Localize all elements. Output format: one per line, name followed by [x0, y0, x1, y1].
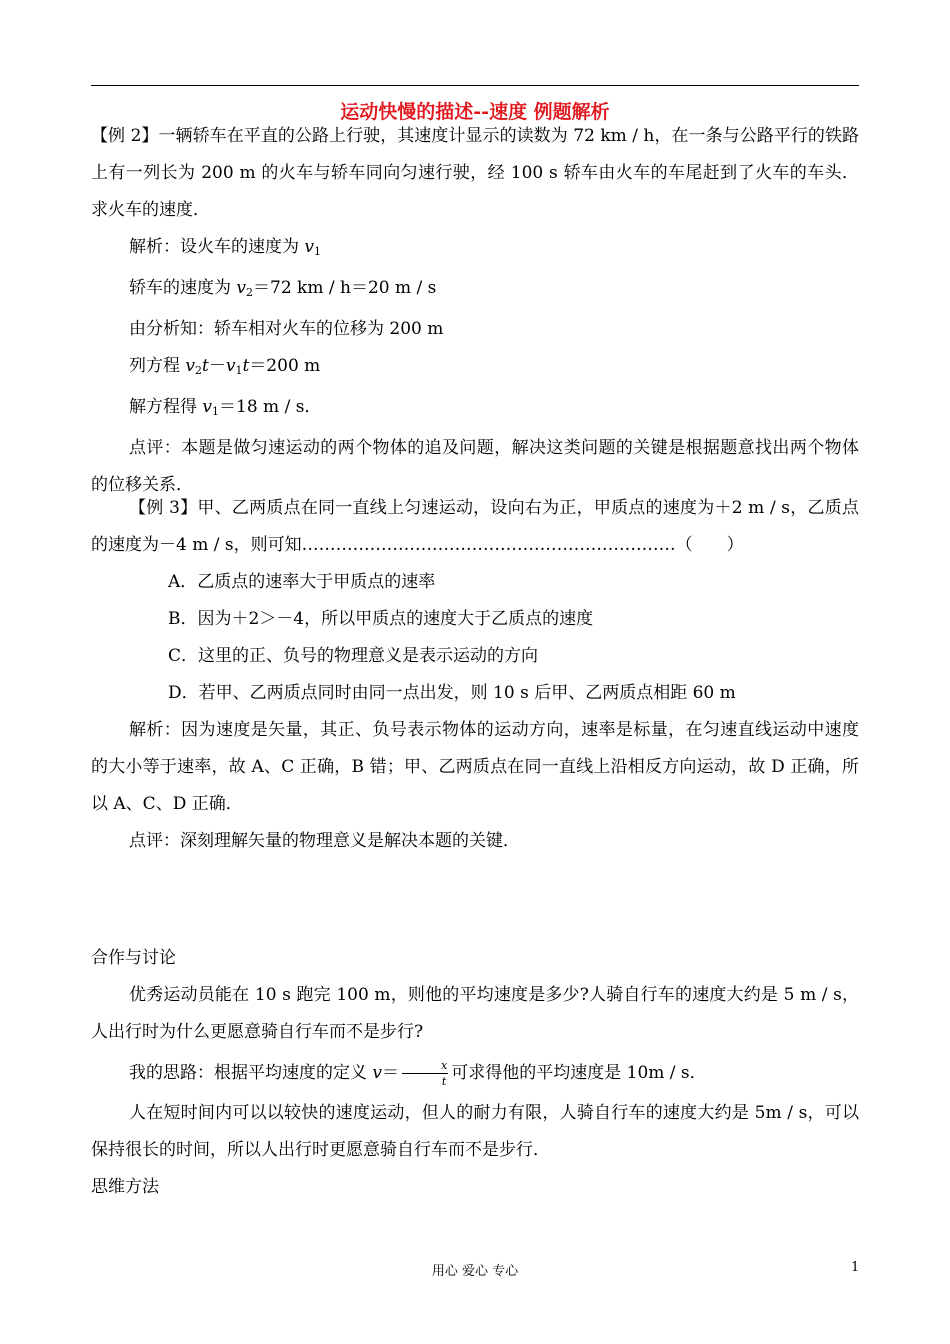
example-2-comment: 点评：本题是做匀速运动的两个物体的追及问题，解决这类问题的关键是根据题意找出两个物体的位移关系．: [91, 438, 859, 495]
analysis-line-1: [91, 229, 859, 270]
var-v: v: [225, 356, 236, 376]
sub-2: 2: [195, 364, 203, 377]
fraction-denominator: t: [441, 1075, 447, 1088]
analysis-line-5-suffix: ＝18 m / s．: [219, 397, 322, 417]
page-number: 1: [851, 1260, 860, 1275]
example-2-label: 【例 2】: [91, 126, 159, 146]
var-v: v: [202, 397, 213, 417]
answer-blank: （ ）: [675, 535, 744, 555]
example-3-label: 【例 3】: [129, 498, 198, 518]
var-v: v: [185, 356, 196, 376]
var-t: t: [202, 356, 209, 376]
fraction-numerator: x: [402, 1058, 448, 1074]
analysis-line-4-suffix: ＝200 m: [249, 356, 321, 376]
var-v: v: [236, 278, 247, 298]
sub-1: 1: [212, 405, 220, 418]
example-2-text: 一辆轿车在平直的公路上行驶，其速度计显示的读数为 72 km / h，在一条与公路平行的铁路上有一列长为 200 m 的火车与轿车同向匀速行驶，经 100 s 轿车由火车的车尾赶到了火车的车头．求火车的速度．: [91, 126, 859, 220]
option-b: B．因为＋2＞－4，所以甲质点的速度大于乙质点的速度: [168, 609, 594, 629]
sub-2: 2: [246, 286, 254, 299]
analysis-line-3: 由分析知：轿车相对火车的位移为 200 m: [129, 319, 444, 339]
example-2: [91, 118, 859, 504]
example-3-question: [91, 490, 859, 564]
var-v: v: [304, 237, 315, 257]
method-heading: 思维方法: [91, 1177, 159, 1197]
var-t: t: [242, 356, 250, 376]
discussion-answer: 人在短时间内可以以较快的速度运动，但人的耐力有限，人骑自行车的速度大约是 5m / s，可以保持很长的时间，所以人出行时更愿意骑自行车而不是步行．: [91, 1103, 859, 1160]
footer-text: 用心 爱心 专心: [431, 1264, 519, 1279]
discussion-heading: 合作与讨论: [91, 948, 176, 968]
sub-1: 1: [314, 245, 322, 258]
leader-dots: …………………………………………………………: [301, 535, 676, 555]
option-c: C．这里的正、负号的物理意义是表示运动的方向: [168, 646, 539, 666]
option-d: D．若甲、乙两质点同时由同一点出发，则 10 s 后甲、乙两质点相距 60 m: [168, 683, 736, 703]
discussion-idea: [91, 1051, 859, 1095]
var-v: v: [372, 1063, 383, 1083]
idea-prefix: 我的思路：根据平均速度的定义: [129, 1063, 373, 1083]
analysis-line-2-prefix: 轿车的速度为: [129, 278, 237, 298]
equals-sign: ＝: [382, 1063, 400, 1083]
example-3-text: 甲、乙两质点在同一直线上匀速运动，设向右为正，甲质点的速度为＋2 m / s，乙质点的速度为－4 m / s，则可知: [91, 498, 859, 555]
minus-sign: －: [208, 356, 226, 376]
example-3-comment: 点评：深刻理解矢量的物理意义是解决本题的关键．: [129, 831, 520, 851]
analysis-line-4-prefix: 列方程: [129, 356, 186, 376]
analysis-line-1-text: 解析：设火车的速度为: [129, 237, 305, 257]
fraction-x-over-t: [402, 1058, 448, 1089]
example-3-analysis: 解析：因为速度是矢量，其正、负号表示物体的运动方向，速率是标量，在匀速直线运动中速度的大小等于速率，故 A、C 正确，B 错；甲、乙两质点在同一直线上沿相反方向运动，故 D 正确，所以 A、C、D 正确．: [91, 720, 859, 814]
header-rule: [91, 85, 859, 86]
analysis-line-2: [91, 270, 859, 311]
discussion-section: [91, 940, 859, 1206]
idea-suffix: 可求得他的平均速度是 10m / s．: [451, 1063, 707, 1083]
page-title: 运动快慢的描述--速度 例题解析: [340, 101, 610, 123]
example-3: [91, 490, 859, 860]
option-a: A．乙质点的速率大于甲质点的速率: [168, 572, 436, 592]
example-2-question: [91, 118, 859, 229]
analysis-line-5: [91, 389, 859, 430]
discussion-question: 优秀运动员能在 10 s 跑完 100 m，则他的平均速度是多少?人骑自行车的速度大约是 5 m / s，人出行时为什么更愿意骑自行车而不是步行?: [91, 985, 859, 1042]
analysis-line-4: [91, 348, 859, 389]
analysis-line-5-prefix: 解方程得: [129, 397, 203, 417]
analysis-line-2-suffix: ＝72 km / h＝20 m / s: [253, 278, 437, 298]
sub-1: 1: [235, 364, 243, 377]
